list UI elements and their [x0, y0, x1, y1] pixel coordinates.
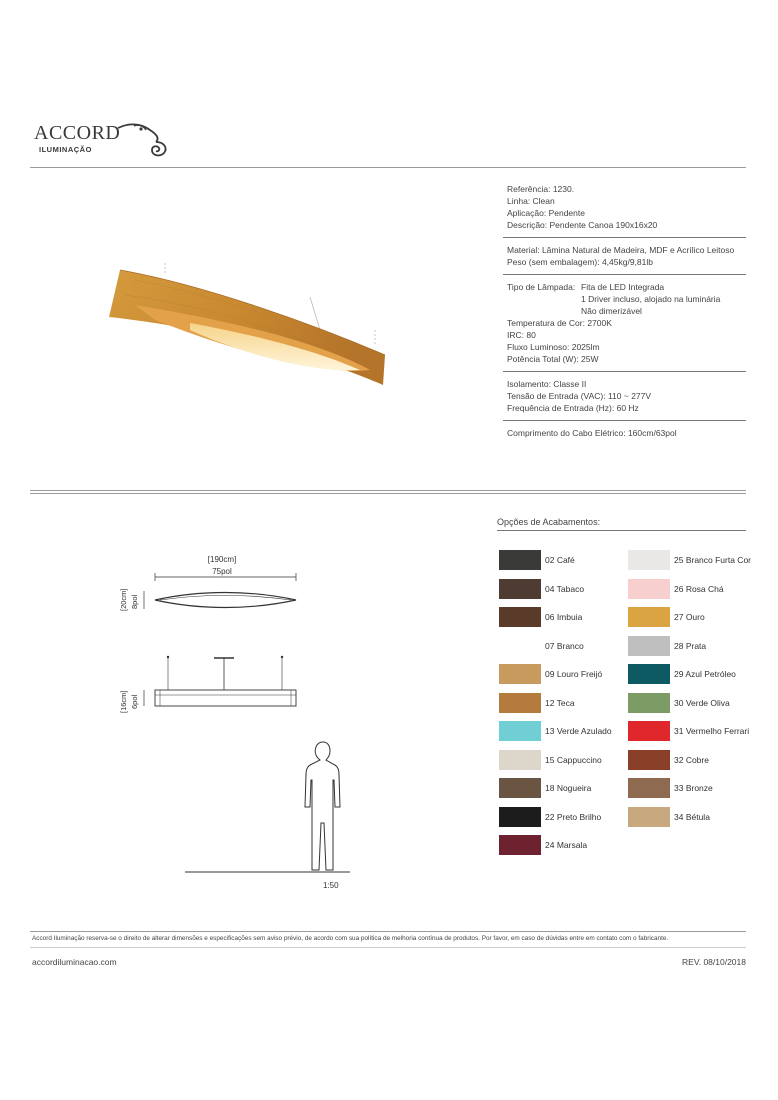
dim-width-cm: [190cm]	[207, 555, 237, 564]
finish-label: 28 Prata	[674, 640, 707, 651]
finish-option	[628, 550, 778, 579]
spec-referencia: Referência: 1230.	[507, 184, 575, 194]
brand-logo	[34, 120, 149, 160]
finish-label: 26 Rosa Chá	[674, 583, 724, 594]
finish-option	[628, 579, 778, 608]
spec-block-identification	[503, 183, 746, 238]
finish-option	[499, 807, 649, 836]
finish-label: 04 Tabaco	[545, 583, 585, 594]
spec-tipo-lampada-1: Fita de LED Integrada	[581, 282, 665, 292]
finish-swatch	[499, 750, 541, 770]
spec-descricao: Descrição: Pendente Canoa 190x16x20	[507, 220, 658, 230]
header-divider	[30, 167, 746, 168]
footer-revision: REV. 08/10/2018	[682, 957, 746, 967]
finish-option	[628, 778, 778, 807]
dim-height-side-cm: [16cm]	[119, 690, 128, 713]
finishes-divider	[497, 530, 746, 531]
finish-option	[499, 750, 649, 779]
spec-cabo: Comprimento do Cabo Elétrico: 160cm/63pol	[507, 428, 677, 438]
finish-swatch	[499, 721, 541, 741]
finish-swatch	[499, 835, 541, 855]
finish-label: 27 Ouro	[674, 612, 705, 622]
finish-swatch	[628, 607, 670, 627]
finishes-title: Opções de Acabamentos:	[497, 517, 601, 527]
spec-temperatura: Temperatura de Cor: 2700K	[507, 318, 612, 328]
finish-swatch	[628, 636, 670, 656]
finish-swatch	[499, 550, 541, 570]
finish-swatch	[628, 721, 670, 741]
dim-height-top-cm: [20cm]	[119, 588, 128, 611]
spec-isolamento: Isolamento: Classe II	[507, 379, 587, 389]
finish-swatch	[628, 693, 670, 713]
finish-option	[499, 693, 649, 722]
spec-frequencia: Frequência de Entrada (Hz): 60 Hz	[507, 403, 639, 413]
finish-swatch	[628, 807, 670, 827]
finish-swatch	[499, 664, 541, 684]
section-divider-bottom	[30, 493, 746, 494]
brand-name: ACCORD	[34, 122, 121, 144]
finish-label: 24 Marsala	[545, 840, 588, 850]
finish-option	[499, 550, 649, 579]
finish-option	[628, 607, 778, 636]
footer-website: accordiluminacao.com	[32, 957, 117, 967]
finish-label: 15 Cappuccino	[545, 754, 602, 765]
finish-label: 09 Louro Freijó	[545, 669, 603, 679]
dim-height-side-pol: 6pol	[130, 694, 139, 709]
finish-label: 06 Imbuia	[545, 612, 583, 622]
finish-swatch	[628, 750, 670, 770]
finish-label: 31 Vermelho Ferrari	[674, 726, 750, 736]
spec-material: Material: Lâmina Natural de Madeira, MDF e Acrílico Leitoso	[507, 245, 735, 255]
finish-label: 33 Bronze	[674, 783, 713, 793]
finish-swatch	[499, 636, 541, 656]
finish-label: 25 Branco Furta Cor	[674, 555, 752, 565]
spec-tipo-lampada-label: Tipo de Lâmpada:	[507, 282, 576, 292]
dim-width-pol: 75pol	[212, 567, 232, 576]
finish-option	[499, 607, 649, 636]
spec-tipo-lampada	[507, 281, 742, 293]
dim-height-top-pol: 8pol	[130, 594, 139, 609]
footer-disclaimer: Accord Iluminação reserva-se o direito de alterar dimensões e especificações sem aviso prévio, de acordo com sua política de melhoria contínua de produtos. Por favor, em caso de dúvidas entre em contato com o fabricante.	[32, 935, 669, 942]
finish-label: 13 Verde Azulado	[545, 726, 612, 736]
finish-swatch	[499, 778, 541, 798]
finish-swatch	[628, 778, 670, 798]
footer-divider-top	[30, 931, 746, 932]
finish-swatch	[499, 607, 541, 627]
spec-tipo-lampada-2: 1 Driver incluso, alojado na luminária	[581, 294, 721, 304]
technical-drawing	[110, 545, 360, 895]
finish-option	[628, 664, 778, 693]
finish-swatch	[499, 693, 541, 713]
finish-option	[499, 636, 649, 665]
finish-label: 02 Café	[545, 555, 575, 565]
finishes-column-2	[628, 550, 778, 835]
finish-swatch	[499, 579, 541, 599]
spec-block-cable	[503, 427, 746, 445]
finish-option	[628, 750, 778, 779]
drawing-scale: 1:50	[323, 881, 339, 890]
finishes-column-1	[499, 550, 649, 864]
finish-label: 22 Preto Brilho	[545, 811, 602, 822]
finish-swatch	[628, 579, 670, 599]
finish-label: 29 Azul Petróleo	[674, 669, 736, 679]
finish-label: 34 Bétula	[674, 811, 710, 822]
product-pendant-image	[95, 245, 395, 405]
spec-potencia: Potência Total (W): 25W	[507, 354, 599, 364]
brand-tagline: ILUMINAÇÃO	[39, 145, 92, 154]
spec-block-material	[503, 244, 746, 275]
finish-swatch	[499, 807, 541, 827]
finish-option	[628, 636, 778, 665]
finish-label: 18 Nogueira	[545, 783, 592, 793]
finish-swatch	[628, 664, 670, 684]
spec-irc: IRC: 80	[507, 330, 536, 340]
finish-option	[628, 693, 778, 722]
finish-label: 30 Verde Oliva	[674, 697, 730, 708]
spec-block-electrical	[503, 378, 746, 421]
spec-fluxo: Fluxo Luminoso: 2025lm	[507, 342, 600, 352]
finish-option	[499, 664, 649, 693]
spec-linha: Linha: Clean	[507, 196, 555, 206]
chameleon-logo-icon	[116, 122, 178, 160]
footer-divider-bottom	[30, 947, 746, 948]
spec-aplicacao: Aplicação: Pendente	[507, 208, 585, 218]
spec-peso: Peso (sem embalagem): 4,45kg/9,81lb	[507, 257, 653, 267]
finish-label: 07 Branco	[545, 640, 584, 651]
finish-option	[628, 721, 778, 750]
finish-option	[499, 835, 649, 864]
finish-swatch	[628, 550, 670, 570]
spec-tipo-lampada-3: Não dimerizável	[581, 306, 642, 316]
finish-label: 32 Cobre	[674, 754, 709, 765]
finish-option	[499, 721, 649, 750]
finish-option	[499, 778, 649, 807]
spec-panel	[503, 183, 746, 451]
spec-tensao: Tensão de Entrada (VAC): 110 ~ 277V	[507, 391, 652, 401]
finish-option	[499, 579, 649, 608]
section-divider-top	[30, 490, 746, 491]
finish-label: 12 Teca	[545, 697, 575, 708]
spec-block-lamp	[503, 281, 746, 372]
finish-option	[628, 807, 778, 836]
